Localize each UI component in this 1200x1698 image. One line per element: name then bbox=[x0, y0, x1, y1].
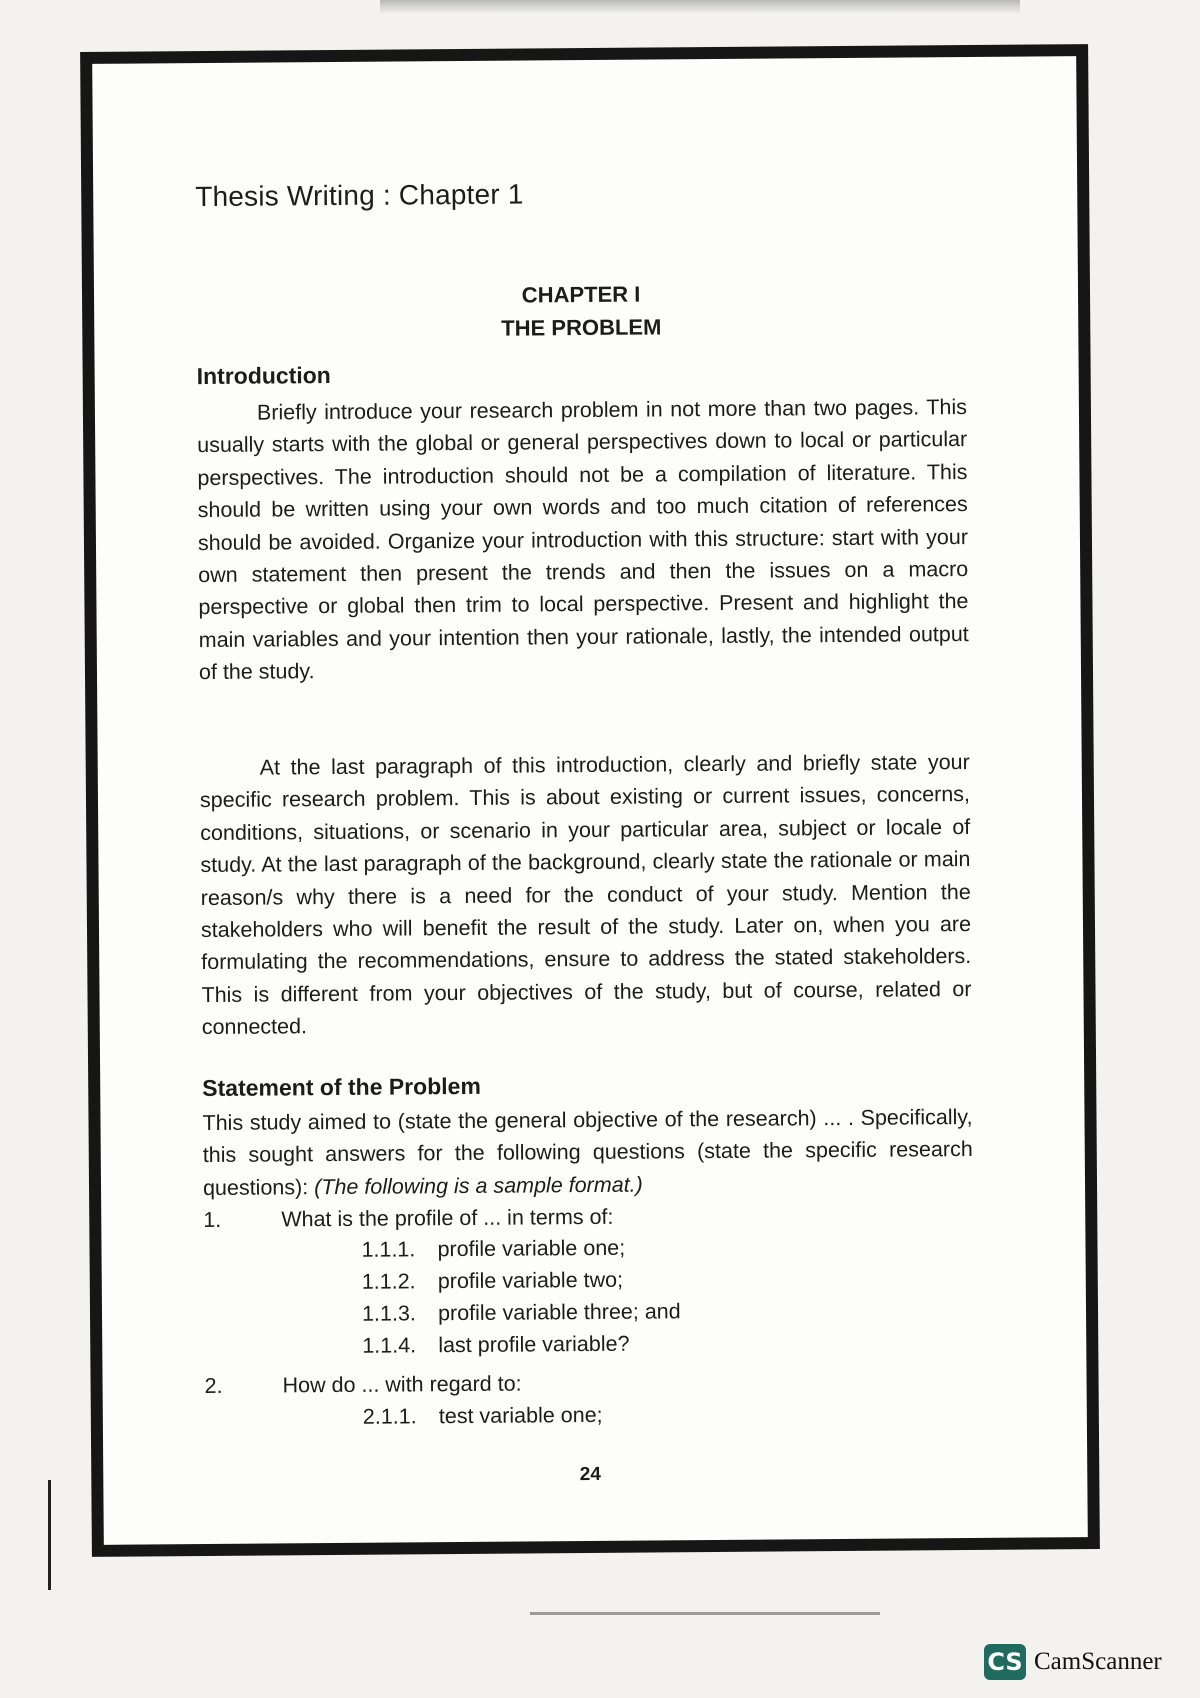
question-text: How do ... with regard to: bbox=[282, 1371, 522, 1398]
sub-item-text: profile variable two; bbox=[437, 1267, 624, 1294]
introduction-heading: Introduction bbox=[196, 362, 331, 390]
sample-format-note: (The following is a sample format.) bbox=[314, 1172, 643, 1199]
sub-item-number: 1.1.2. bbox=[361, 1269, 416, 1294]
page-content bbox=[194, 57, 973, 1486]
camscanner-watermark bbox=[984, 1644, 1162, 1680]
statement-heading: Statement of the Problem bbox=[202, 1072, 481, 1102]
camscanner-name: CamScanner bbox=[1034, 1648, 1162, 1675]
sub-item bbox=[363, 1400, 603, 1432]
sub-item-number: 1.1.4. bbox=[362, 1333, 417, 1358]
sub-item-text: test variable one; bbox=[438, 1402, 603, 1429]
sub-item bbox=[362, 1296, 681, 1329]
chapter-label: CHAPTER I bbox=[521, 281, 641, 308]
question-text: What is the profile of ... in terms of: bbox=[281, 1204, 614, 1232]
camscanner-badge-icon: CS bbox=[984, 1644, 1026, 1680]
question-item bbox=[204, 1369, 521, 1401]
scan-bottom-smudge bbox=[530, 1612, 880, 1615]
question-number: 2. bbox=[204, 1373, 223, 1399]
sub-item bbox=[362, 1265, 623, 1297]
scan-edge-mark bbox=[48, 1480, 51, 1590]
sub-item-number: 1.1.1. bbox=[361, 1237, 416, 1262]
chapter-title: THE PROBLEM bbox=[501, 314, 662, 341]
sub-item-text: profile variable one; bbox=[437, 1235, 626, 1262]
introduction-paragraph-2: At the last paragraph of this introduction, clearly and briefly state your specific research problem. This is about existing or current issues, concerns, conditions, situations, or scenario in your particular area, subject or locale of study. At the last paragraph of the background, clearly state the rationale or main reason/s why there is a need for the conduct of your study. Mention the stakeholders who will benefit the result of the study. Later on, when you are formulating the recommendations, ensure to address the stated stakeholders. This is different from your objectives of the study, but of course, related or connected. bbox=[199, 750, 972, 1040]
page-number: 24 bbox=[579, 1463, 601, 1486]
question-number: 1. bbox=[203, 1207, 222, 1233]
statement-text: This study aimed to (state the general objective of the research) ... . Specifically, this sought answers for the following questions (state the specific research questions): bbox=[202, 1105, 973, 1200]
sub-item-text: profile variable three; and bbox=[437, 1299, 681, 1326]
sub-item bbox=[362, 1329, 629, 1361]
scan-top-shadow bbox=[380, 0, 1020, 14]
document-header: Thesis Writing : Chapter 1 bbox=[195, 178, 524, 213]
introduction-paragraph-1: Briefly introduce your research problem in not more than two pages. This usually starts with the global or general perspectives down to local or particular perspectives. The introduction should not be a compilation of literature. This should be written using your own words and too much citation of references should be avoided. Organize your introduction with this structure: start with your own statement then present the trends and then the issues on a macro perspective or global then trim to local perspective. Present and highlight the main variables and your intention then your rationale, lastly, the intended output of the study. bbox=[197, 395, 969, 685]
sub-item bbox=[361, 1233, 625, 1265]
question-item bbox=[203, 1202, 613, 1235]
document-page bbox=[80, 44, 1100, 1557]
statement-paragraph bbox=[202, 1101, 973, 1204]
sub-item-number: 2.1.1. bbox=[362, 1404, 417, 1429]
sub-item-number: 1.1.3. bbox=[361, 1301, 416, 1326]
sub-item-text: last profile variable? bbox=[438, 1331, 630, 1358]
